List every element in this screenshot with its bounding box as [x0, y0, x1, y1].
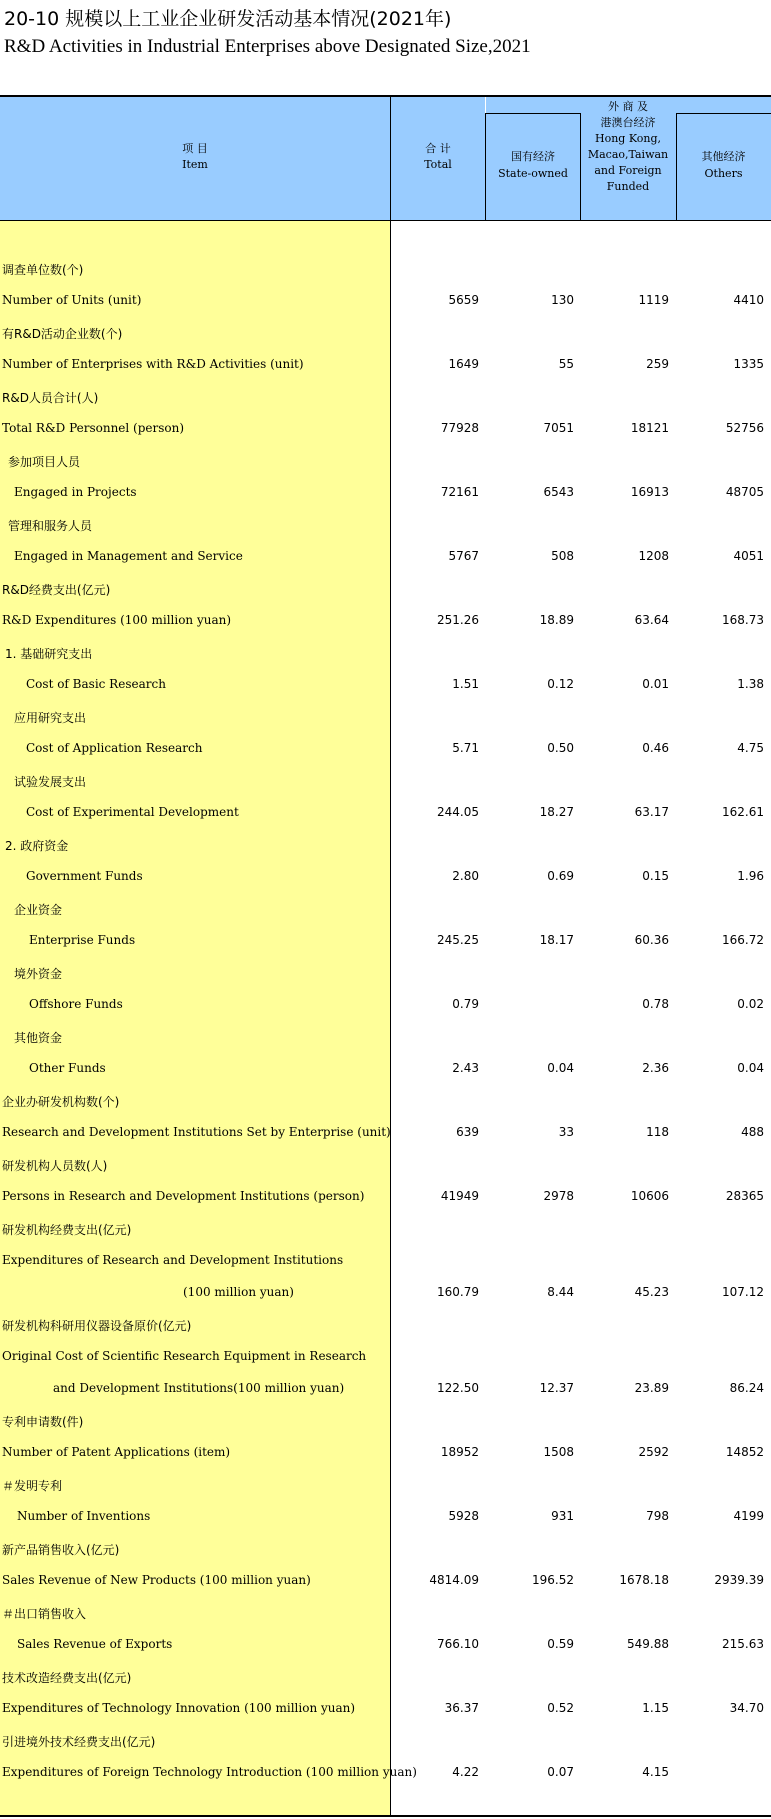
header-total-zh: 合 计	[425, 142, 451, 155]
row-value: 18952	[440, 1445, 479, 1459]
row-value: 5.71	[452, 741, 479, 755]
table-row	[0, 381, 771, 413]
table-bottom-rule	[0, 1815, 771, 1817]
table-row	[0, 1213, 771, 1245]
header-total-cell	[391, 97, 485, 220]
row-label: 2. 政府资金	[5, 839, 69, 853]
header-item-cell	[0, 97, 390, 220]
row-value: 0.01	[642, 677, 669, 691]
row-label: Expenditures of Research and Development Institutions	[2, 1253, 344, 1267]
table-row	[0, 1085, 771, 1117]
table-row	[0, 541, 771, 573]
statistics-table	[0, 95, 771, 1817]
row-value: 55	[558, 357, 574, 371]
table-row	[0, 573, 771, 605]
row-label: ＃出口销售收入	[2, 1607, 87, 1621]
row-label: 试验发展支出	[14, 775, 87, 789]
table-row	[0, 1149, 771, 1181]
row-value: 162.61	[722, 805, 764, 819]
row-value: 166.72	[722, 933, 764, 947]
row-value: 72161	[440, 485, 479, 499]
row-value: 52756	[725, 421, 764, 435]
row-label: 应用研究支出	[14, 711, 87, 725]
row-value: 5659	[448, 293, 479, 307]
row-label: 引进境外技术经费支出(亿元)	[2, 1735, 156, 1749]
row-label: 企业办研发机构数(个)	[2, 1095, 120, 1109]
row-value: 766.10	[437, 1637, 479, 1651]
table-row	[0, 349, 771, 381]
table-row	[0, 765, 771, 797]
row-label: Sales Revenue of New Products (100 million yuan)	[2, 1573, 311, 1587]
row-label: 其他资金	[14, 1031, 63, 1045]
table-row	[0, 509, 771, 541]
row-label: Engaged in Projects	[14, 485, 137, 499]
row-value: 196.52	[532, 1573, 574, 1587]
row-label: Sales Revenue of Exports	[17, 1637, 173, 1651]
row-label: R&D经费支出(亿元)	[2, 583, 111, 597]
row-value: 508	[551, 549, 574, 563]
row-label: Total R&D Personnel (person)	[2, 421, 185, 435]
row-value: 0.50	[547, 741, 574, 755]
header-subline-right	[676, 113, 771, 114]
table-row	[0, 317, 771, 349]
row-label: 调查单位数(个)	[2, 263, 84, 277]
table-row	[0, 733, 771, 765]
row-value: 1508	[543, 1445, 574, 1459]
row-label: 有R&D活动企业数(个)	[2, 327, 123, 341]
row-label: Original Cost of Scientific Research Equipment in Research	[2, 1349, 367, 1363]
header-total-en: Total	[424, 158, 452, 171]
row-value: 18121	[630, 421, 669, 435]
row-value: 2978	[543, 1189, 574, 1203]
row-value: 14852	[725, 1445, 764, 1459]
header-foreign-en3: and Foreign	[594, 164, 662, 177]
row-label: Offshore Funds	[29, 997, 123, 1011]
row-value: 0.52	[547, 1701, 574, 1715]
row-value: 107.12	[722, 1285, 764, 1299]
row-label: 研发机构经费支出(亿元)	[2, 1223, 132, 1237]
header-foreign-zh2: 港澳台经济	[600, 116, 656, 129]
table-row	[0, 989, 771, 1021]
row-value: 5928	[448, 1509, 479, 1523]
row-label: Cost of Application Research	[26, 741, 203, 755]
row-value: 118	[646, 1125, 669, 1139]
table-row	[0, 1661, 771, 1693]
table-row	[0, 1245, 771, 1277]
row-value: 0.02	[737, 997, 764, 1011]
row-value: 1.96	[737, 869, 764, 883]
row-value: 0.69	[547, 869, 574, 883]
row-value: 0.07	[547, 1765, 574, 1779]
table-row	[0, 1053, 771, 1085]
table-row	[0, 1597, 771, 1629]
row-value: 4051	[733, 549, 764, 563]
table-row	[0, 957, 771, 989]
row-label: ＃发明专利	[2, 1479, 63, 1493]
row-label: Cost of Experimental Development	[26, 805, 239, 819]
row-value: 23.89	[634, 1381, 669, 1395]
table-row	[0, 1341, 771, 1373]
table-row	[0, 1533, 771, 1565]
header-divider-2	[580, 113, 581, 221]
row-value: 16913	[630, 485, 669, 499]
table-row	[0, 1021, 771, 1053]
row-value: 488	[741, 1125, 764, 1139]
table-row	[0, 861, 771, 893]
row-value: 4814.09	[429, 1573, 479, 1587]
row-value: 1208	[638, 549, 669, 563]
header-state-zh: 国有经济	[511, 150, 555, 163]
table-row	[0, 1469, 771, 1501]
row-value: 60.36	[634, 933, 669, 947]
table-row	[0, 285, 771, 317]
row-label: Expenditures of Foreign Technology Introduction (100 million yuan)	[2, 1765, 417, 1779]
row-label: Persons in Research and Development Institutions (person)	[2, 1189, 365, 1203]
table-row	[0, 413, 771, 445]
table-row	[0, 1565, 771, 1597]
row-value: 4410	[733, 293, 764, 307]
header-subline-left	[485, 113, 581, 114]
row-value: 10606	[630, 1189, 669, 1203]
row-value: 6543	[543, 485, 574, 499]
row-label: 研发机构人员数(人)	[2, 1159, 108, 1173]
header-foreign-en4: Funded	[606, 180, 650, 193]
header-foreign-cell	[581, 100, 675, 220]
table-row	[0, 797, 771, 829]
row-value: 63.64	[634, 613, 669, 627]
row-label: Number of Enterprises with R&D Activities (unit)	[2, 357, 304, 371]
row-value: 0.59	[547, 1637, 574, 1651]
row-value: 2.43	[452, 1061, 479, 1075]
row-value: 0.12	[547, 677, 574, 691]
row-value: 931	[551, 1509, 574, 1523]
header-others-en: Others	[704, 167, 743, 180]
row-value: 798	[646, 1509, 669, 1523]
row-label: R&D Expenditures (100 million yuan)	[2, 613, 232, 627]
row-label: Cost of Basic Research	[26, 677, 166, 691]
row-value: 251.26	[437, 613, 479, 627]
row-value: 86.24	[729, 1381, 764, 1395]
row-label: 研发机构科研用仪器设备原价(亿元)	[2, 1319, 192, 1333]
table-row	[0, 669, 771, 701]
header-others-zh: 其他经济	[701, 150, 746, 163]
row-value: 2939.39	[714, 1573, 764, 1587]
row-value: 549.88	[627, 1637, 669, 1651]
table-row	[0, 477, 771, 509]
row-label: Enterprise Funds	[29, 933, 136, 947]
header-divider-1	[485, 113, 486, 221]
table-row	[0, 1725, 771, 1757]
table-row	[0, 605, 771, 637]
table-row	[0, 1693, 771, 1725]
row-value: 1.51	[452, 677, 479, 691]
row-value: 259	[646, 357, 669, 371]
row-label: (100 million yuan)	[183, 1285, 294, 1299]
row-label: 技术改造经费支出(亿元)	[2, 1671, 132, 1685]
row-value: 0.15	[642, 869, 669, 883]
row-value: 0.04	[547, 1061, 574, 1075]
row-value: 77928	[440, 421, 479, 435]
row-value: 130	[551, 293, 574, 307]
row-label: 参加项目人员	[8, 455, 81, 469]
row-value: 2.36	[642, 1061, 669, 1075]
row-label: R&D人员合计(人)	[2, 391, 99, 405]
header-divider-3	[676, 113, 677, 221]
row-value: 36.37	[444, 1701, 479, 1715]
row-value: 4.75	[737, 741, 764, 755]
header-foreign-en1: Hong Kong,	[594, 132, 661, 145]
header-state-en: State-owned	[498, 167, 568, 180]
table-row	[0, 637, 771, 669]
table-row	[0, 701, 771, 733]
row-value: 2592	[638, 1445, 669, 1459]
table-row	[0, 1629, 771, 1661]
row-value: 48705	[725, 485, 764, 499]
row-label: Other Funds	[29, 1061, 106, 1075]
row-label: Number of Inventions	[17, 1509, 151, 1523]
header-others-cell	[676, 113, 771, 220]
header-foreign-en2: Macao,Taiwan	[587, 148, 669, 161]
row-label: Research and Development Institutions Set by Enterprise (unit)	[2, 1125, 391, 1139]
table-row	[0, 1501, 771, 1533]
row-value: 4.15	[642, 1765, 669, 1779]
table-row	[0, 1277, 771, 1309]
table-row	[0, 1373, 771, 1405]
header-item-zh: 项 目	[182, 142, 208, 155]
row-value: 1.38	[737, 677, 764, 691]
row-label: 1. 基础研究支出	[5, 647, 93, 661]
row-value: 41949	[440, 1189, 479, 1203]
row-value: 1678.18	[619, 1573, 669, 1587]
row-value: 244.05	[437, 805, 479, 819]
row-value: 34.70	[729, 1701, 764, 1715]
table-row	[0, 893, 771, 925]
row-label: and Development Institutions(100 million yuan)	[53, 1381, 345, 1395]
row-value: 4199	[733, 1509, 764, 1523]
row-label: Number of Patent Applications (item)	[2, 1445, 231, 1459]
table-row	[0, 925, 771, 957]
row-value: 160.79	[437, 1285, 479, 1299]
row-label: Government Funds	[26, 869, 143, 883]
row-value: 0.04	[737, 1061, 764, 1075]
row-value: 1119	[638, 293, 669, 307]
row-value: 45.23	[634, 1285, 669, 1299]
row-value: 33	[558, 1125, 574, 1139]
row-value: 8.44	[547, 1285, 574, 1299]
header-state-cell	[486, 113, 580, 220]
header-categories-cell	[486, 97, 771, 220]
header-foreign-zh: 外 商 及	[608, 100, 648, 113]
row-label: Number of Units (unit)	[2, 293, 142, 307]
row-value: 18.89	[539, 613, 574, 627]
row-value: 122.50	[437, 1381, 479, 1395]
header-item-en: Item	[182, 158, 208, 171]
page-title-zh: 20-10 规模以上工业企业研发活动基本情况(2021年)	[4, 8, 452, 30]
row-label: 企业资金	[14, 903, 63, 917]
table-row	[0, 829, 771, 861]
row-value: 245.25	[437, 933, 479, 947]
row-value: 5767	[448, 549, 479, 563]
row-label: Expenditures of Technology Innovation (100 million yuan)	[2, 1701, 356, 1715]
row-label: 新产品销售收入(亿元)	[2, 1543, 120, 1557]
table-row	[0, 1117, 771, 1149]
row-value: 18.17	[539, 933, 574, 947]
row-value: 18.27	[539, 805, 574, 819]
row-value: 28365	[725, 1189, 764, 1203]
row-value: 1335	[733, 357, 764, 371]
table-row	[0, 1757, 771, 1789]
row-value: 215.63	[722, 1637, 764, 1651]
table-row	[0, 1181, 771, 1213]
table-row	[0, 1309, 771, 1341]
table-row	[0, 1405, 771, 1437]
row-value: 0.79	[452, 997, 479, 1011]
row-label: 管理和服务人员	[8, 519, 93, 533]
table-row	[0, 445, 771, 477]
row-value: 4.22	[452, 1765, 479, 1779]
row-value: 63.17	[634, 805, 669, 819]
row-value: 0.46	[642, 741, 669, 755]
row-value: 1649	[448, 357, 479, 371]
row-value: 7051	[543, 421, 574, 435]
row-label: 境外资金	[14, 967, 63, 981]
row-value: 12.37	[539, 1381, 574, 1395]
row-value: 168.73	[722, 613, 764, 627]
row-value: 2.80	[452, 869, 479, 883]
row-label: 专利申请数(件)	[2, 1415, 84, 1429]
page-title-en: R&D Activities in Industrial Enterprises above Designated Size,2021	[4, 36, 531, 57]
row-label: Engaged in Management and Service	[14, 549, 243, 563]
table-row	[0, 1437, 771, 1469]
row-value: 639	[456, 1125, 479, 1139]
table-row	[0, 253, 771, 285]
row-value: 0.78	[642, 997, 669, 1011]
row-value: 1.15	[642, 1701, 669, 1715]
